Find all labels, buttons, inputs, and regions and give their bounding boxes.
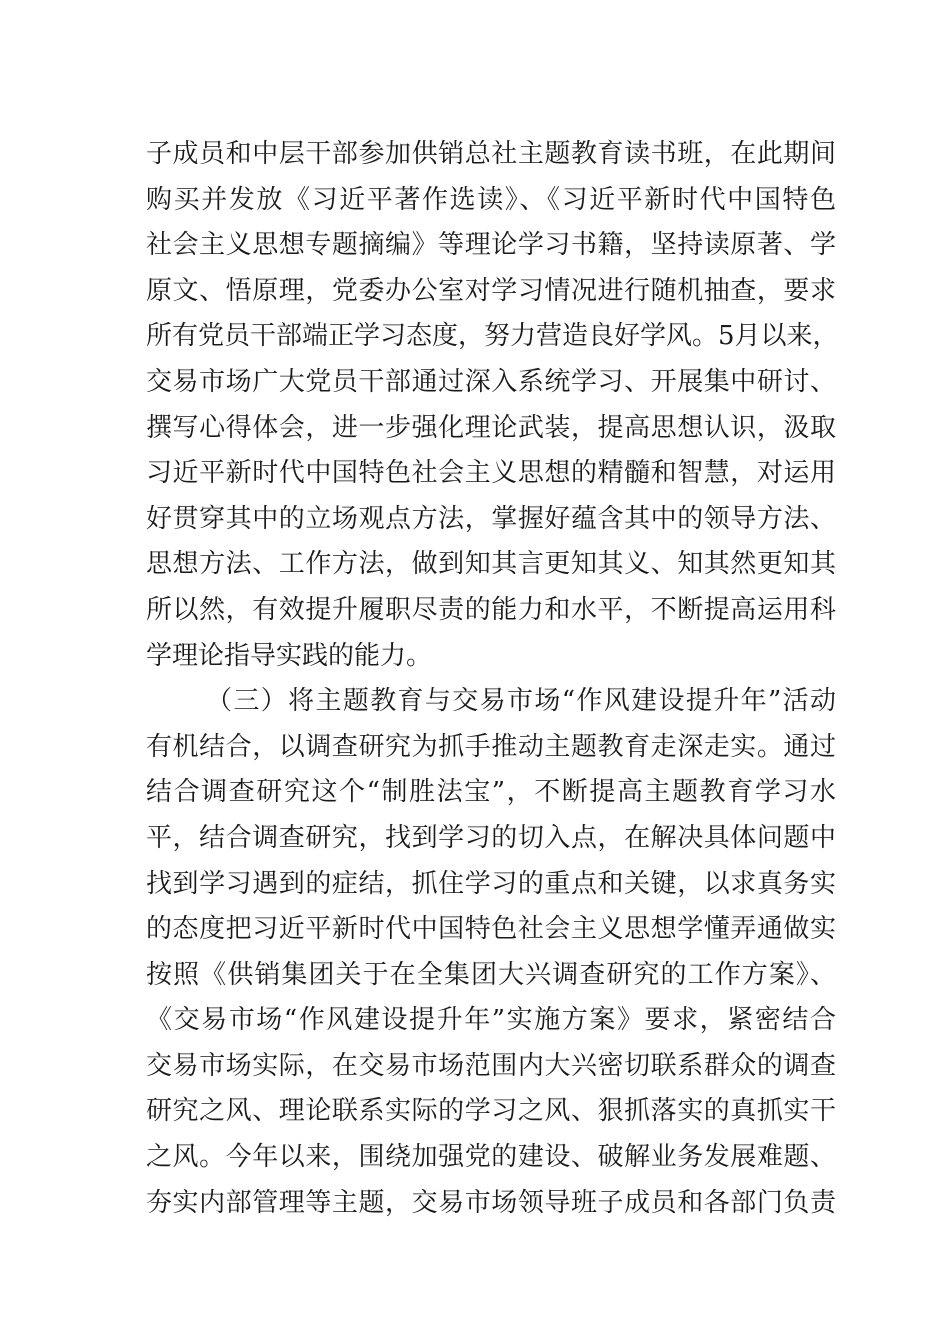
text-line: 购买并发放《习近平著作选读》、《习近平新时代中国特色 [146,184,836,215]
text-line: 社会主义思想专题摘编》等理论学习书籍，坚持读原著、学 [146,230,836,261]
paragraph-2 [146,679,836,1226]
text-line: 之风。今年以来，围绕加强党的建设、破解业务发展难题、 [146,1142,836,1173]
text-line: 习近平新时代中国特色社会主义思想的精髓和智慧，对运用 [146,458,836,489]
text-line: 夯实内部管理等主题，交易市场领导班子成员和各部门负责 [146,1187,836,1218]
text-line: 所有党员干部端正学习态度，努力营造良好学风。5月以来， [146,321,839,352]
text-line: 交易市场实际，在交易市场范围内大兴密切联系群众的调查 [146,1050,836,1081]
text-line: 好贯穿其中的立场观点方法，掌握好蕴含其中的领导方法、 [146,503,836,534]
text-line: 撰写心得体会，进一步强化理论武装，提高思想认识，汲取 [146,412,836,443]
text-line: 结合调查研究这个“制胜法宝”，不断提高主题教育学习水 [146,777,836,808]
text-line: 所以然，有效提升履职尽责的能力和水平，不断提高运用科 [146,594,836,625]
text-line: 子成员和中层干部参加供销总社主题教育读书班，在此期间 [146,139,836,169]
text-line: 交易市场广大党员干部通过深入系统学习、开展集中研讨、 [146,366,836,397]
paragraph-1 [146,132,839,679]
text-line: 《交易市场“作风建设提升年”实施方案》要求，紧密结合 [146,1005,836,1036]
text-line: 按照《供销集团关于在全集团大兴调查研究的工作方案》、 [146,959,836,990]
text-line: 学理论指导实践的能力。 [146,640,433,671]
text-line: 找到学习遇到的症结，抓住学习的重点和关键，以求真务实 [146,868,836,899]
text-line: 的态度把习近平新时代中国特色社会主义思想学懂弄通做实 [146,914,836,945]
text-line: 原文、悟原理，党委办公室对学习情况进行随机抽查，要求 [146,275,836,306]
section-heading-line: （三）将主题教育与交易市场“作风建设提升年”活动 [206,686,836,717]
text-line: 平，结合调查研究，找到学习的切入点，在解决具体问题中 [146,822,836,853]
text-line: 思想方法、工作方法，做到知其言更知其义、知其然更知其 [146,549,836,580]
text-line: 研究之风、理论联系实际的学习之风、狠抓落实的真抓实干 [146,1096,836,1127]
body-text [146,132,839,1226]
text-line: 有机结合，以调查研究为抓手推动主题教育走深走实。通过 [146,731,836,762]
